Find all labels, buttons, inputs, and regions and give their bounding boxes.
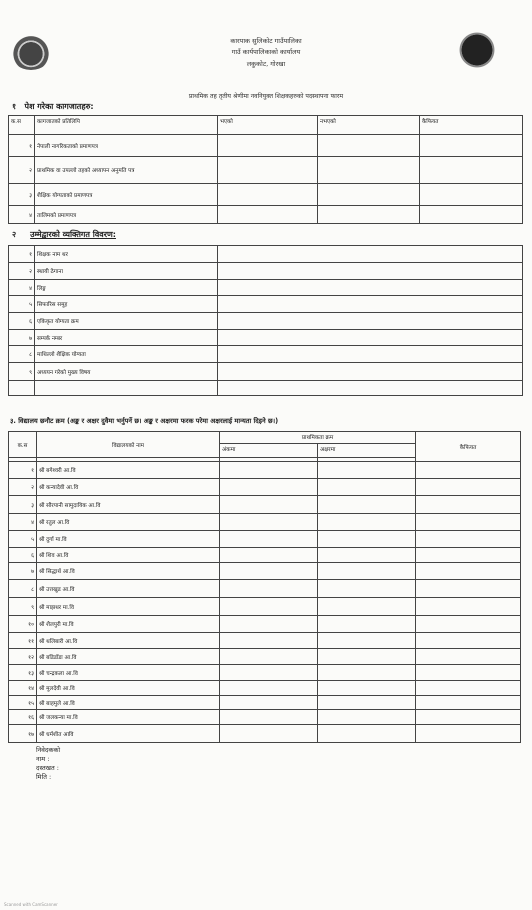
table-row: ५ श्री दुर्गा मा.वि [9,531,521,548]
table-row: १५ श्री बाहमुले आ.वि [9,696,521,710]
table-row: ७ श्री सिद्धार्थ आ.वि [9,563,521,580]
table-row: ८ श्री उत्तखुड आ.वि [9,580,521,598]
table-row: १ नेपाली नागरिकताको प्रमाणपत्र [9,135,523,157]
col-remarks: कैफियत [420,116,523,135]
table-row: ४ लिङ्ग [9,280,523,296]
table-row: १ श्री बगेश्वरी आ.वि [9,462,521,479]
table-row: १ शिक्षक नाम थर [9,246,523,263]
table-row: १६ श्री जलकन्या मा.वि [9,710,521,725]
table-row: ९ श्री माझथर मा.वि [9,598,521,616]
col-in-digits: अंकमा [220,444,318,458]
header-line-1: कारपाक सुलिकोट गाउँपालिका [230,37,302,45]
name-label: नाम : [36,755,50,763]
applicant-label: निवेदकको [36,746,61,754]
section1-heading: १ पेश गरेका कागजातहरु: [12,102,94,111]
table-row: १२ श्री बडिडाँडा आ.वि [9,649,521,665]
sign-label: दस्तखत : [36,764,59,772]
table-row: ११ श्री थलिबारी आ.वि [9,633,521,649]
date-label: मिति : [36,773,52,781]
documents-table [8,115,523,224]
col-priority: प्राथमिकता क्रम [220,432,416,444]
table-row [9,381,523,396]
table-row: ४ तालिमको प्रमाणपत्र [9,206,523,224]
table-row: ५ सिफारिस समूह [9,296,523,313]
col-sn: क.स [9,116,35,135]
table-row: १४ श्री मुलदेवी आ.वि [9,681,521,696]
table-row: ६ श्री शिव आ.वि [9,548,521,563]
col-not-available: नभएको [318,116,420,135]
header-line-2: गाउँ कार्यपालिकाको कार्यालय [231,48,301,56]
table-row: २ श्री कन्यादेवी आ.वि [9,479,521,496]
scanner-footer: Scanned with CamScanner [4,902,58,907]
table-row: ३ श्री सौरपानी सामुदायिक आ.वि [9,496,521,514]
section2-heading: २ उम्मेद्वारको व्यक्तिगत विवरण: [12,230,116,239]
col-document: कागजातको प्रतिलिपि [35,116,218,135]
table-row: १३ श्री चन्द्रकला आ.वि [9,665,521,681]
table-row: २ स्थायी ठेगाना [9,263,523,280]
table-row: १७ श्री धर्मशीत आवि [9,725,521,743]
personal-details-table [8,245,523,396]
form-title: प्राथमिक तह तृतीय श्रेणीमा नवनियुक्त शिक्षकहरुको पदस्थापना फारम [188,93,344,100]
table-row: ७ सम्पर्क नम्बर [9,330,523,346]
signature-block [36,746,60,782]
col-remarks: कैफियत [416,432,521,462]
table-row: ४ श्री रतुल आ.वि [9,514,521,531]
col-sn: क.स [9,432,37,458]
school-preference-table [8,431,521,743]
table-row: ८ माथिल्लो शैक्षिक योग्यता [9,346,523,363]
header-line-3: लकुकोट, गोरखा [246,60,286,68]
col-school-name: विद्यालयको नाम [37,432,220,458]
table-row: ६ एकिकृत योग्यता क्रम [9,313,523,330]
table-row: १० श्री शैलपुरी मा.वि [9,616,521,633]
table-row: ३ शैक्षिक योग्यताको प्रमाणपत्र [9,184,523,206]
table-row: २ प्राथमिक वा उपल्लो तहको अध्यापन अनुमति पत्र [9,157,523,184]
col-in-letters: अक्षरमा [318,444,416,458]
col-available: भएको [218,116,318,135]
table-row: ९ अध्ययन गरेको मुख्य विषय [9,363,523,381]
section3-heading: ३. विद्यालय छनौट क्रम (अङ्क र अक्षर दुवैमा भर्नुपर्ने छ। अङ्क र अक्षरमा फरक परेमा अक्षरलाई मान्यता दिइने छ।) [10,417,279,425]
